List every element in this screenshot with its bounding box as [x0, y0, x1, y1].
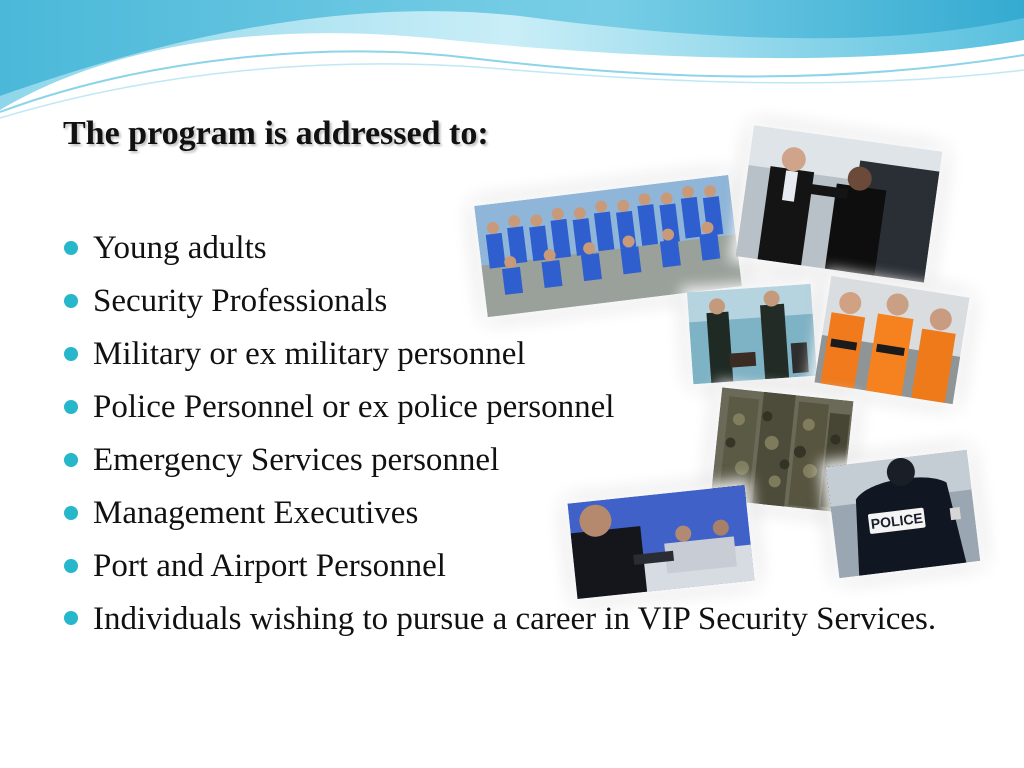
bullet-dot-icon — [64, 453, 78, 467]
list-item-text: Emergency Services personnel — [93, 442, 500, 478]
list-item — [62, 381, 962, 434]
list-item — [62, 222, 962, 275]
list-item — [62, 275, 962, 328]
bullet-dot-icon — [64, 611, 78, 625]
bullet-dot-icon — [64, 294, 78, 308]
list-item-text: Management Executives — [93, 495, 419, 531]
list-item-text: Police Personnel or ex police personnel — [93, 389, 615, 425]
audience-list — [62, 222, 962, 641]
list-item — [62, 593, 962, 641]
list-item — [62, 434, 962, 487]
slide-title: The program is addressed to: — [63, 115, 489, 152]
bullet-dot-icon — [64, 241, 78, 255]
header-wave — [0, 0, 1024, 130]
list-item-text: Security Professionals — [93, 283, 388, 319]
bullet-dot-icon — [64, 347, 78, 361]
list-item-text: Military or ex military personnel — [93, 336, 526, 372]
list-item — [62, 540, 962, 593]
list-item — [62, 487, 962, 540]
bullet-dot-icon — [64, 506, 78, 520]
police-badge-text: POLICE — [869, 509, 924, 532]
list-item-text: Port and Airport Personnel — [93, 548, 446, 584]
bullet-dot-icon — [64, 559, 78, 573]
list-item — [62, 328, 962, 381]
list-item-text: Individuals wishing to pursue a career in VIP Security Services. — [93, 601, 937, 637]
list-item-text: Young adults — [93, 230, 267, 266]
bullet-dot-icon — [64, 400, 78, 414]
